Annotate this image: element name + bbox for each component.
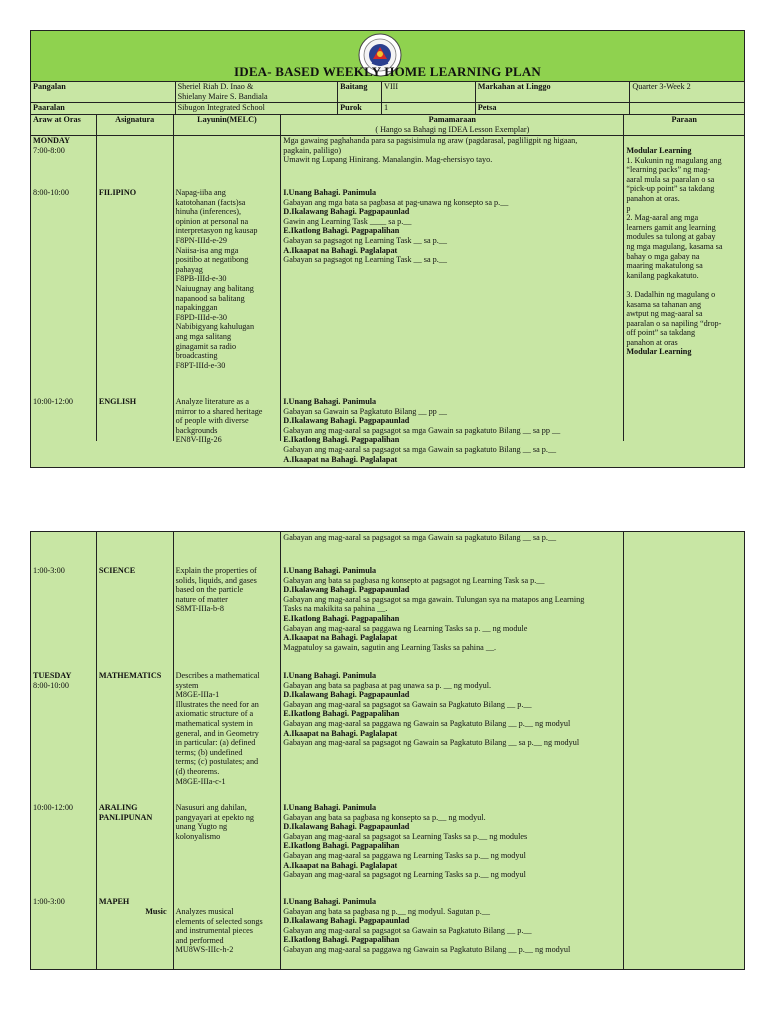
filipino-activity-section-text: Gabayan ang mga bata sa pagbasa at pag-unawa ng konsepto sa p.__: [283, 197, 509, 207]
english-objective-line: EN8V-IIIg-26: [175, 435, 222, 445]
col-day-time-2: [31, 532, 97, 969]
morning-routine: [283, 136, 621, 165]
filipino-objective-line: Naiuugnay ang balitang: [175, 283, 254, 293]
araling-activities: [283, 803, 621, 880]
araling-activity-section-text: Gabayan ang mag-aaral sa paggawa ng Learning Tasks sa p.__ ng modyul: [283, 850, 526, 860]
english-activity-section-text: Gabayan sa Gawain sa Pagkatuto Bilang __ pp __: [283, 406, 448, 416]
math-activity-section-text: Gabayan ang mag-aaral sa pagsagot sa Gawain sa Pagkatuto Bilang __ p.__: [283, 699, 532, 709]
mapeh-activities: [283, 897, 621, 955]
mapeh-activity-section-heading: D.Ikalawang Bahagi. Pagpapaunlad: [283, 916, 410, 926]
math-objective-line: M8GE-IIIa-c-1: [175, 776, 226, 786]
time-english: 10:00-12:00: [33, 397, 74, 406]
col-header-activities-title: Pamamaraan: [428, 115, 476, 124]
mapeh-objectives: [176, 907, 279, 955]
filipino-activity-section-heading: A.Ikaapat na Bahagi. Paglalapat: [283, 245, 398, 255]
mapeh-activity-section-text: Gabayan ang mag-aaral sa pagsagot sa Gawain sa Pagkatuto Bilang __ p.__: [283, 925, 532, 935]
araling-objective-line: unang Yugto ng: [175, 822, 228, 832]
math-objective-line: system: [175, 680, 199, 690]
filipino-objective-line: katotohanan (facts)sa: [175, 197, 246, 207]
col-header-mode: Paraan: [671, 115, 697, 124]
mode-line: Modular Learning: [626, 347, 692, 357]
mapeh-activity-section-heading: E.Ikatlong Bahagi. Pagpapalihan: [283, 935, 400, 945]
col-mode-2: [624, 532, 744, 969]
filipino-objective-line: F8PN-IIId-e-29: [175, 235, 227, 245]
filipino-objective-line: Naiisa-isa ang mga: [175, 245, 239, 255]
araling-activity-section-heading: A.Ikaapat na Bahagi. Paglalapat: [283, 860, 398, 870]
math-objective-line: terms; (c) postulates; and: [175, 757, 259, 767]
science-activity-section-text: Tasks na makikita sa pahina __.: [283, 604, 388, 614]
morning-routine-line-3: Umawit ng Lupang Hinirang. Manalangin. Mag-ehersisyo tayo.: [283, 155, 493, 165]
mode-line: panahon at oras.: [626, 193, 680, 203]
subject-english: ENGLISH: [98, 397, 137, 406]
mode-line: “pick-up point” sa takdang: [626, 184, 715, 194]
filipino-activity-section-heading: D.Ikalawang Bahagi. Pagpapaunlad: [283, 207, 410, 217]
filipino-objective-line: broadcasting: [175, 351, 218, 361]
math-activities: [283, 671, 621, 748]
filipino-objective-line: pahayag: [175, 264, 203, 274]
mode-line: modules sa tulong at gabay: [626, 232, 716, 242]
column-header-row: [31, 115, 744, 136]
science-objective-line: nature of matter: [175, 594, 228, 604]
mode-line: panahon at oras: [626, 337, 678, 347]
col-mode: [624, 136, 744, 441]
mode-line: maaring makatulong sa: [626, 261, 703, 271]
english-activity-section-text: Gabayan ang mag-aaral sa pagsagot sa mga Gawain sa pagkatuto Bilang __ sa p.__: [283, 444, 557, 454]
quarter-value: Quarter 3-Week 2: [632, 82, 691, 91]
math-objectives: [176, 671, 279, 786]
school-value: Sibugon Integrated School: [176, 103, 339, 114]
english-objective-line: mirror to a shared heritage: [175, 406, 263, 416]
filipino-activity-section-text: Gabayan sa pagsagot ng Learning Task __ sa p.__: [283, 235, 447, 245]
filipino-objective-line: napanood sa balitang: [175, 293, 245, 303]
col-subject-2: [97, 532, 174, 969]
header-band: [31, 31, 744, 82]
math-objective-line: (d) theorems.: [175, 766, 220, 776]
morning-routine-line-2: pagkain, paliligo): [283, 145, 342, 155]
math-objective-line: general, and in Geometry: [175, 728, 259, 738]
english-objectives: [176, 397, 279, 445]
mode-line: 1. Kukunin ng magulang ang: [626, 155, 722, 165]
grade-value: VIII: [382, 82, 476, 102]
col-header-activities: [281, 115, 624, 135]
math-activity-section-heading: I.Unang Bahagi. Panimula: [283, 671, 377, 680]
time-mathematics: 8:00-10:00: [33, 681, 69, 690]
english-activity-section-heading: A.Ikaapat na Bahagi. Paglalapat: [283, 454, 398, 464]
mode-line: “learning packs” ng mag-: [626, 165, 711, 175]
filipino-activities: [283, 188, 621, 265]
science-activities: [283, 566, 621, 652]
carry-over-line: Gabayan ang mag-aaral sa pagsagot sa mga Gawain sa pagkatuto Bilang __ sa p.__: [283, 533, 557, 542]
math-activity-section-text: Gabayan ang bata sa pagbasa at pag unawa sa p. __ ng modyul.: [283, 680, 492, 690]
filipino-objective-line: napakinggan: [175, 303, 218, 313]
mode-line: awtput ng mag-aaral sa: [626, 309, 703, 319]
name-value-line-1: Sheriel Riah D. Inao &: [177, 82, 254, 91]
col-objectives: [174, 136, 282, 445]
math-objective-line: axiomatic structure of a: [175, 709, 254, 719]
mode-line: off point” sa takdang: [626, 328, 696, 338]
subject-mapeh: MAPEH: [98, 897, 130, 906]
filipino-activity-section-text: Gawin ang Learning Task ____ sa p.__: [283, 216, 412, 226]
mapeh-objective-line: Analyzes musical: [175, 907, 234, 916]
col-header-activities-subtitle: ( Hango sa Bahagi ng IDEA Lesson Exemplar): [375, 124, 530, 134]
subject-science: SCIENCE: [98, 566, 136, 575]
math-activity-section-text: Gabayan ang mag-aaral sa paggawa ng Gawain sa Pagkatuto Bilang __ p.__ ng modyul: [283, 718, 571, 728]
mode-line: kanilang pagkakatuto.: [626, 270, 699, 280]
english-activity-section-heading: I.Unang Bahagi. Panimula: [283, 397, 377, 406]
english-objective-line: of people with diverse: [175, 416, 249, 426]
science-activity-section-text: Magpatuloy sa gawain, sagutin ang Learning Tasks sa pahina __.: [283, 642, 497, 652]
filipino-objectives: [176, 188, 279, 370]
col-subject: [97, 136, 174, 441]
filipino-objective-line: ang mga salitang: [175, 331, 232, 341]
schedule-grid-1: [31, 136, 744, 464]
araling-objective-line: kolonyalismo: [175, 831, 221, 841]
filipino-objective-line: opinion at personal na: [175, 216, 249, 226]
mapeh-objective-line: elements of selected songs: [175, 916, 263, 926]
school-label: Paaralan: [31, 103, 176, 114]
science-objective-line: solids, liquids, and gases: [175, 575, 257, 585]
section-value: 1: [382, 103, 476, 114]
info-row-school: [31, 103, 744, 115]
info-row-name: [31, 82, 744, 103]
math-activity-section-heading: E.Ikatlong Bahagi. Pagpapalihan: [283, 709, 400, 719]
science-objectives: [176, 566, 279, 614]
subject-araling-line-2: PANLIPUNAN: [98, 812, 153, 822]
science-activity-section-heading: D.Ikalawang Bahagi. Pagpapaunlad: [283, 585, 410, 595]
subject-araling-panlipunan: [99, 803, 171, 822]
name-label: Pangalan: [31, 82, 176, 102]
math-objective-line: Illustrates the need for an: [175, 699, 259, 709]
filipino-objective-line: F8PB-IIId-e-30: [175, 274, 227, 284]
filipino-objective-line: Napag-iiba ang: [175, 188, 226, 197]
date-label: Petsa: [476, 103, 631, 114]
mode-line: bahay o mga gabay na: [626, 251, 700, 261]
mode-line: kasama sa tahanan ang: [626, 299, 702, 309]
filipino-objective-line: F8PD-IIId-e-30: [175, 312, 227, 322]
science-activity-section-text: Gabayan ang mag-aaral sa paggawa ng Learning Tasks sa p. __ ng module: [283, 623, 528, 633]
time-mapeh: 1:00-3:00: [33, 897, 65, 906]
araling-activity-section-heading: I.Unang Bahagi. Panimula: [283, 803, 377, 812]
mapeh-activity-section-text: Gabayan ang bata sa pagbasa ng p.__ ng modyul. Sagutan p.__: [283, 906, 490, 916]
english-activity-section-heading: E.Ikatlong Bahagi. Pagpapalihan: [283, 435, 400, 445]
araling-activity-section-heading: E.Ikatlong Bahagi. Pagpapalihan: [283, 841, 400, 851]
mode-line: paaralan o sa napiling “drop-: [626, 318, 722, 328]
araling-activity-section-text: Gabayan ang mag-aaral sa pagsagot ng Learning Tasks sa p.__ ng modyul: [283, 870, 526, 880]
col-header-day-time: Araw at Oras: [31, 115, 97, 135]
science-activity-section-text: Gabayan ang bata sa pagbasa ng konsepto at pagsagot ng Learning Task sa p.__: [283, 575, 545, 585]
mode-line: Modular Learning: [626, 146, 692, 155]
mode-line: 3. Dadalhin ng magulang o: [626, 289, 716, 299]
plan-table-page-1: [30, 30, 745, 468]
math-objective-line: mathematical system in: [175, 718, 253, 728]
filipino-objective-line: interpretasyon ng kausap: [175, 226, 258, 236]
araling-activity-section-text: Gabayan ang mag-aaral sa pagsagot sa Learning Tasks sa p.__ ng modules: [283, 831, 528, 841]
filipino-objective-line: Nabibigyang kahulugan: [175, 322, 255, 332]
filipino-objective-line: F8PT-IIId-e-30: [175, 360, 226, 370]
col-activities: [281, 136, 624, 464]
col-header-objectives: Layunin(MELC): [174, 115, 282, 135]
time-science: 1:00-3:00: [33, 566, 65, 575]
english-objective-line: backgrounds: [175, 425, 218, 435]
time-araling: 10:00-12:00: [33, 803, 74, 812]
col-objectives-2: [174, 532, 282, 969]
english-activity-section-heading: D.Ikalawang Bahagi. Pagpapaunlad: [283, 416, 410, 426]
science-objective-line: based on the particle: [175, 585, 244, 595]
mapeh-objective-line: and instrumental pieces: [175, 926, 253, 936]
section-label: Purok: [338, 103, 382, 114]
science-activity-section-text: Gabayan ang mag-aaral sa pagsagot sa mga gawain. Tulungan sya na matapos ang Learning: [283, 594, 585, 604]
mode-line: p: [626, 203, 631, 213]
morning-routine-line-1: Mga gawaing paghahanda para sa pagsisimula ng araw (pagdarasal, pagliligpit ng higaan,: [283, 136, 578, 145]
subject-mapeh-music: Music: [145, 907, 167, 916]
science-activity-section-heading: I.Unang Bahagi. Panimula: [283, 566, 377, 575]
schedule-grid-2: [31, 532, 744, 969]
science-objective-line: Explain the properties of: [175, 566, 257, 575]
col-activities-2: [281, 532, 624, 969]
col-header-subject: Asignatura: [97, 115, 174, 135]
day-monday: MONDAY: [33, 136, 70, 145]
date-value: [630, 103, 744, 114]
plan-table-page-2: [30, 531, 745, 970]
time-filipino: 8:00-10:00: [33, 188, 69, 197]
mode-line: learners gamit ang learning: [626, 222, 716, 232]
time-7-8: 7:00-8:00: [33, 146, 65, 155]
filipino-objective-line: ginagamit sa radio: [175, 341, 237, 351]
araling-activity-section-text: Gabayan ang bata sa pagbasa ng konsepto sa p.__ ng modyul.: [283, 812, 486, 822]
math-activity-section-text: Gabayan ang mag-aaral sa pagsagot ng Gawain sa Pagkatuto Bilang __ sa p.__ ng modyul: [283, 738, 580, 748]
name-value-line-2: Shielany Maire S. Bandiala: [177, 91, 268, 101]
document-title: IDEA- BASED WEEKLY HOME LEARNING PLAN: [233, 64, 542, 79]
math-objective-line: terms; (b) undefined: [175, 747, 243, 757]
filipino-activity-section-heading: E.Ikatlong Bahagi. Pagpapalihan: [283, 226, 400, 236]
araling-objective-line: pangyayari at epekto ng: [175, 812, 255, 822]
mapeh-objective-line: and performed: [175, 935, 224, 945]
mode-line: 2. Mag-aaral ang mga: [626, 213, 699, 223]
mapeh-activity-section-heading: I.Unang Bahagi. Panimula: [283, 897, 377, 906]
english-activities: [283, 397, 621, 464]
filipino-activity-section-text: Gabayan sa pagsagot ng Learning Task __ sa p.__: [283, 255, 447, 265]
col-day-time: [31, 136, 97, 441]
araling-activity-section-heading: D.Ikalawang Bahagi. Pagpapaunlad: [283, 822, 410, 832]
science-activity-section-heading: A.Ikaapat na Bahagi. Paglalapat: [283, 633, 398, 643]
math-activity-section-heading: A.Ikaapat na Bahagi. Paglalapat: [283, 728, 398, 738]
science-activity-section-heading: E.Ikatlong Bahagi. Pagpapalihan: [283, 613, 400, 623]
mode-line: [626, 280, 742, 290]
grade-label: Baitang: [338, 82, 382, 102]
english-activity-section-text: Gabayan ang mag-aaral sa pagsagot sa mga Gawain sa pagkatuto Bilang __ sa pp __: [283, 425, 561, 435]
subject-araling-line-1: ARALING: [98, 803, 138, 812]
science-objective-line: S8MT-IIIa-b-8: [175, 604, 224, 614]
araling-objective-line: Nasusuri ang dahilan,: [175, 803, 247, 812]
filipino-objective-line: hinuha (inferences),: [175, 207, 242, 217]
mapeh-activity-section-text: Gabayan ang mag-aaral sa paggawa ng Gawain sa Pagkatuto Bilang __ p.__ ng modyul: [283, 944, 571, 954]
subject-mathematics: MATHEMATICS: [98, 671, 162, 680]
quarter-label: Markahan at Linggo: [476, 82, 631, 102]
mode-description: [626, 146, 742, 357]
filipino-objective-line: positibo at negatibong: [175, 255, 249, 265]
subject-filipino: FILIPINO: [98, 188, 137, 197]
name-value: [176, 82, 339, 102]
math-objective-line: M8GE-IIIa-1: [175, 690, 220, 700]
day-tuesday: TUESDAY: [33, 671, 72, 680]
math-activity-section-heading: D.Ikalawang Bahagi. Pagpapaunlad: [283, 690, 410, 700]
araling-objectives: [176, 803, 279, 841]
mapeh-objective-line: MU8WS-IIIc-h-2: [175, 945, 234, 955]
mode-line: ng mga magulang, kasama sa: [626, 241, 723, 251]
filipino-activity-section-heading: I.Unang Bahagi. Panimula: [283, 188, 377, 197]
math-objective-line: in particular: (a) defined: [175, 738, 256, 748]
math-objective-line: Describes a mathematical: [175, 671, 260, 680]
english-objective-line: Analyze literature as a: [175, 397, 250, 406]
mode-line: aaral mula sa paaralan o sa: [626, 174, 715, 184]
